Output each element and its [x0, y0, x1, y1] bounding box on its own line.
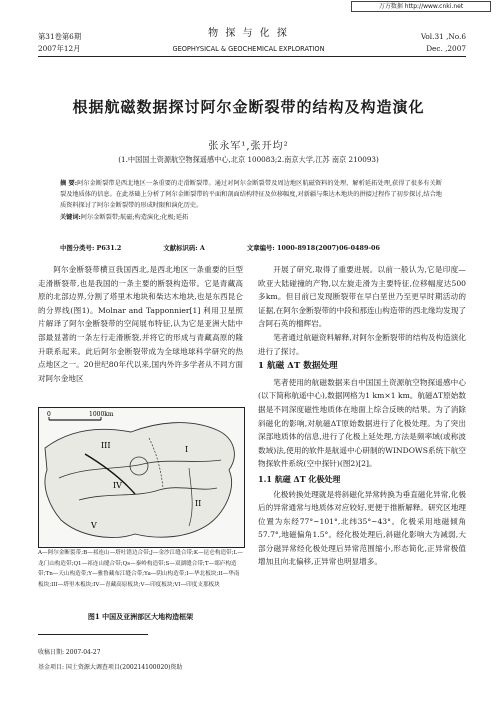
header-volume-cn: 第31卷第6期 [38, 32, 82, 41]
region-label-iv: IV [113, 481, 122, 490]
region-label-v: V [91, 521, 97, 530]
right-paragraph-3: 笔者使用的航磁数据来自中国国土资源航空物探遥感中心(以下简称航遥中心),数据网格为1 km×1 km。航磁ΔT原始数据是不同深度磁性地质体在地面上综合反映的结果。为了消除斜磁化的影响,对航磁ΔT原始数据进行了化极处理。为了突出深部地质体的信息,进行了化极上延处理,方法是频率域(或称波数域)法,使用的软件是航遥中心研制的WINDOWS系统下航空物探软件系统(空中探针)(图2)[2]。 [258, 377, 466, 469]
left-column [38, 263, 243, 385]
author-affiliation: (1.中国国土资源航空物探遥感中心,北京 100083;2.南京大学,江苏 南京 210093) [118, 155, 379, 164]
tectonic-map-svg [39, 408, 244, 547]
abstract-label: 摘 要: [60, 180, 78, 187]
right-paragraph-4: 化极转换处理就是将斜磁化异常转换为垂直磁化异常,化极后的异常通常与地质体对应较好,更便于推断解释。研究区地理位置为东经77°~101°,北纬35°~43°。化极采用地磁倾角57.7°,地磁偏角1.5°。经化极处理后,斜磁化影响大为减弱,大部分磁异常经化极处理后异常范围缩小,形态简化,正异常极值增加且向北偏移,正异常也明显增多。 [258, 489, 466, 567]
header-journal-en: GEOPHYSICAL & GEOCHEMICAL EXPLORATION [172, 45, 325, 53]
footnote-rule [38, 634, 148, 635]
abstract-block [60, 178, 442, 223]
footnote-received: 收稿日期: 2007-04-27 [38, 649, 101, 656]
figure-1-map [38, 407, 245, 548]
region-label-i: I [185, 445, 189, 454]
header-journal-cn: 物 探 与 化 探 [208, 28, 289, 39]
header-volume-en: Vol.31 ,No.6 [420, 32, 466, 41]
footnote-fund: 基金项目: 国土资源大调查项目(200214100020)资助 [38, 664, 183, 671]
keywords-text: 阿尔金断裂带;航磁;构造演化;化极;延拓 [80, 213, 189, 221]
subsection-1-1-heading: 1.1 航磁 ΔT 化极处理 [258, 473, 341, 484]
abstract-text: 阿尔金断裂带是西北地区一条重要的走滑断裂带。通过对阿尔金断裂带及周边地区航磁资料的处理、解析延拓处理,获得了很多有关断裂及地质体的信息。在此基础上分析了阿尔金断裂带的平面和剖面结构特征及位移幅度,对新疆与柴达木地块的拼接过程作了初步探讨,结合地质资料探讨了阿尔金断裂带的形成时限和演化历史。 [60, 180, 442, 210]
article-title: 根据航磁数据探讨阿尔金断裂带的结构及构造演化 [72, 98, 425, 116]
header-date-cn: 2007年12月 [38, 44, 81, 53]
right-column [258, 263, 466, 569]
header-date-en: Dec. ,2007 [426, 44, 466, 53]
region-outline [45, 423, 234, 538]
intro-paragraph: 阿尔金断裂带横亘我国西北,是西北地区一条重要的巨型走滑断裂带,也是我国的一条主要的断裂构造带。它是青藏高原的北部边界,分割了塔里木地块和柴达木地块,也是东西昆仑的分界线(图1)。Molnar and Tapponnier[1] 利用卫星照片解译了阿尔金断裂带的空间展布特征,认为它是亚洲大陆中部最显著的一条左行走滑断裂,并将它的形成与青藏高原的隆升联系起来。此后阿尔金断裂带成为全球地球科学研究的热点地区之一。20世纪80年代以来,国内外许多学者从不同方面对阿尔金地区 [38, 265, 243, 383]
section-1-heading: 1 航磁 ΔT 数据处理 [258, 361, 338, 372]
scale-zero-label: 0 [47, 411, 51, 418]
source-watermark-stamp: 万方数据 http://www.cnki.net [351, 1, 491, 12]
right-paragraph-1: 开展了研究,取得了重要进展。以前一般认为,它是印度—欧亚大陆碰撞的产物,以左旋走滑为主要特征,位移幅度达500多km。但目前已发现断裂带在早白垩世乃至更早时期活动的证据,在阿尔金断裂带的中段和那连山构造带的西北缘均发现了含阿石英的榴辉岩。 [258, 265, 466, 329]
document-code: 文献标识码: A [163, 244, 205, 252]
right-paragraph-2: 笔者通过航磁资料解释,对阿尔金断裂带的结构及构造演化进行了探讨。 [258, 332, 466, 356]
clc-number: 中图分类号: P631.2 [60, 244, 122, 252]
keywords-label: 关键词: [60, 213, 81, 221]
article-authors: 张永军¹,张开均² [208, 141, 289, 152]
scale-distance-label: 1000km [89, 411, 114, 418]
figure-1-legend: A—阿尔金断裂带;B—祁连山—塔吐错边合带;J—金沙江缝合带;K—昆仑构造带;L—龙门山构造带;Q1—祁连山缝合带;Qs—秦岭构造带;S—双湖缝合带;T—郯庐构造带;Tn—天山构造带;Y—雅鲁藏布江缝合带;Ya—阴山构造带;I—华北板块;II—华南板块;III—塔里木板块;IV—青藏高原板块;V—印度板块;VI—印度支那板块 [38, 550, 243, 588]
header-rule [38, 56, 466, 57]
figure-1-caption: 图1 中国及亚洲部区大地构造框架 [87, 612, 194, 621]
region-label-ii: II [195, 499, 202, 508]
region-label-iii: III [101, 441, 111, 450]
classification-line [60, 243, 442, 252]
article-number: 文章编号: 1000-8918(2007)06-0489-06 [246, 244, 380, 252]
